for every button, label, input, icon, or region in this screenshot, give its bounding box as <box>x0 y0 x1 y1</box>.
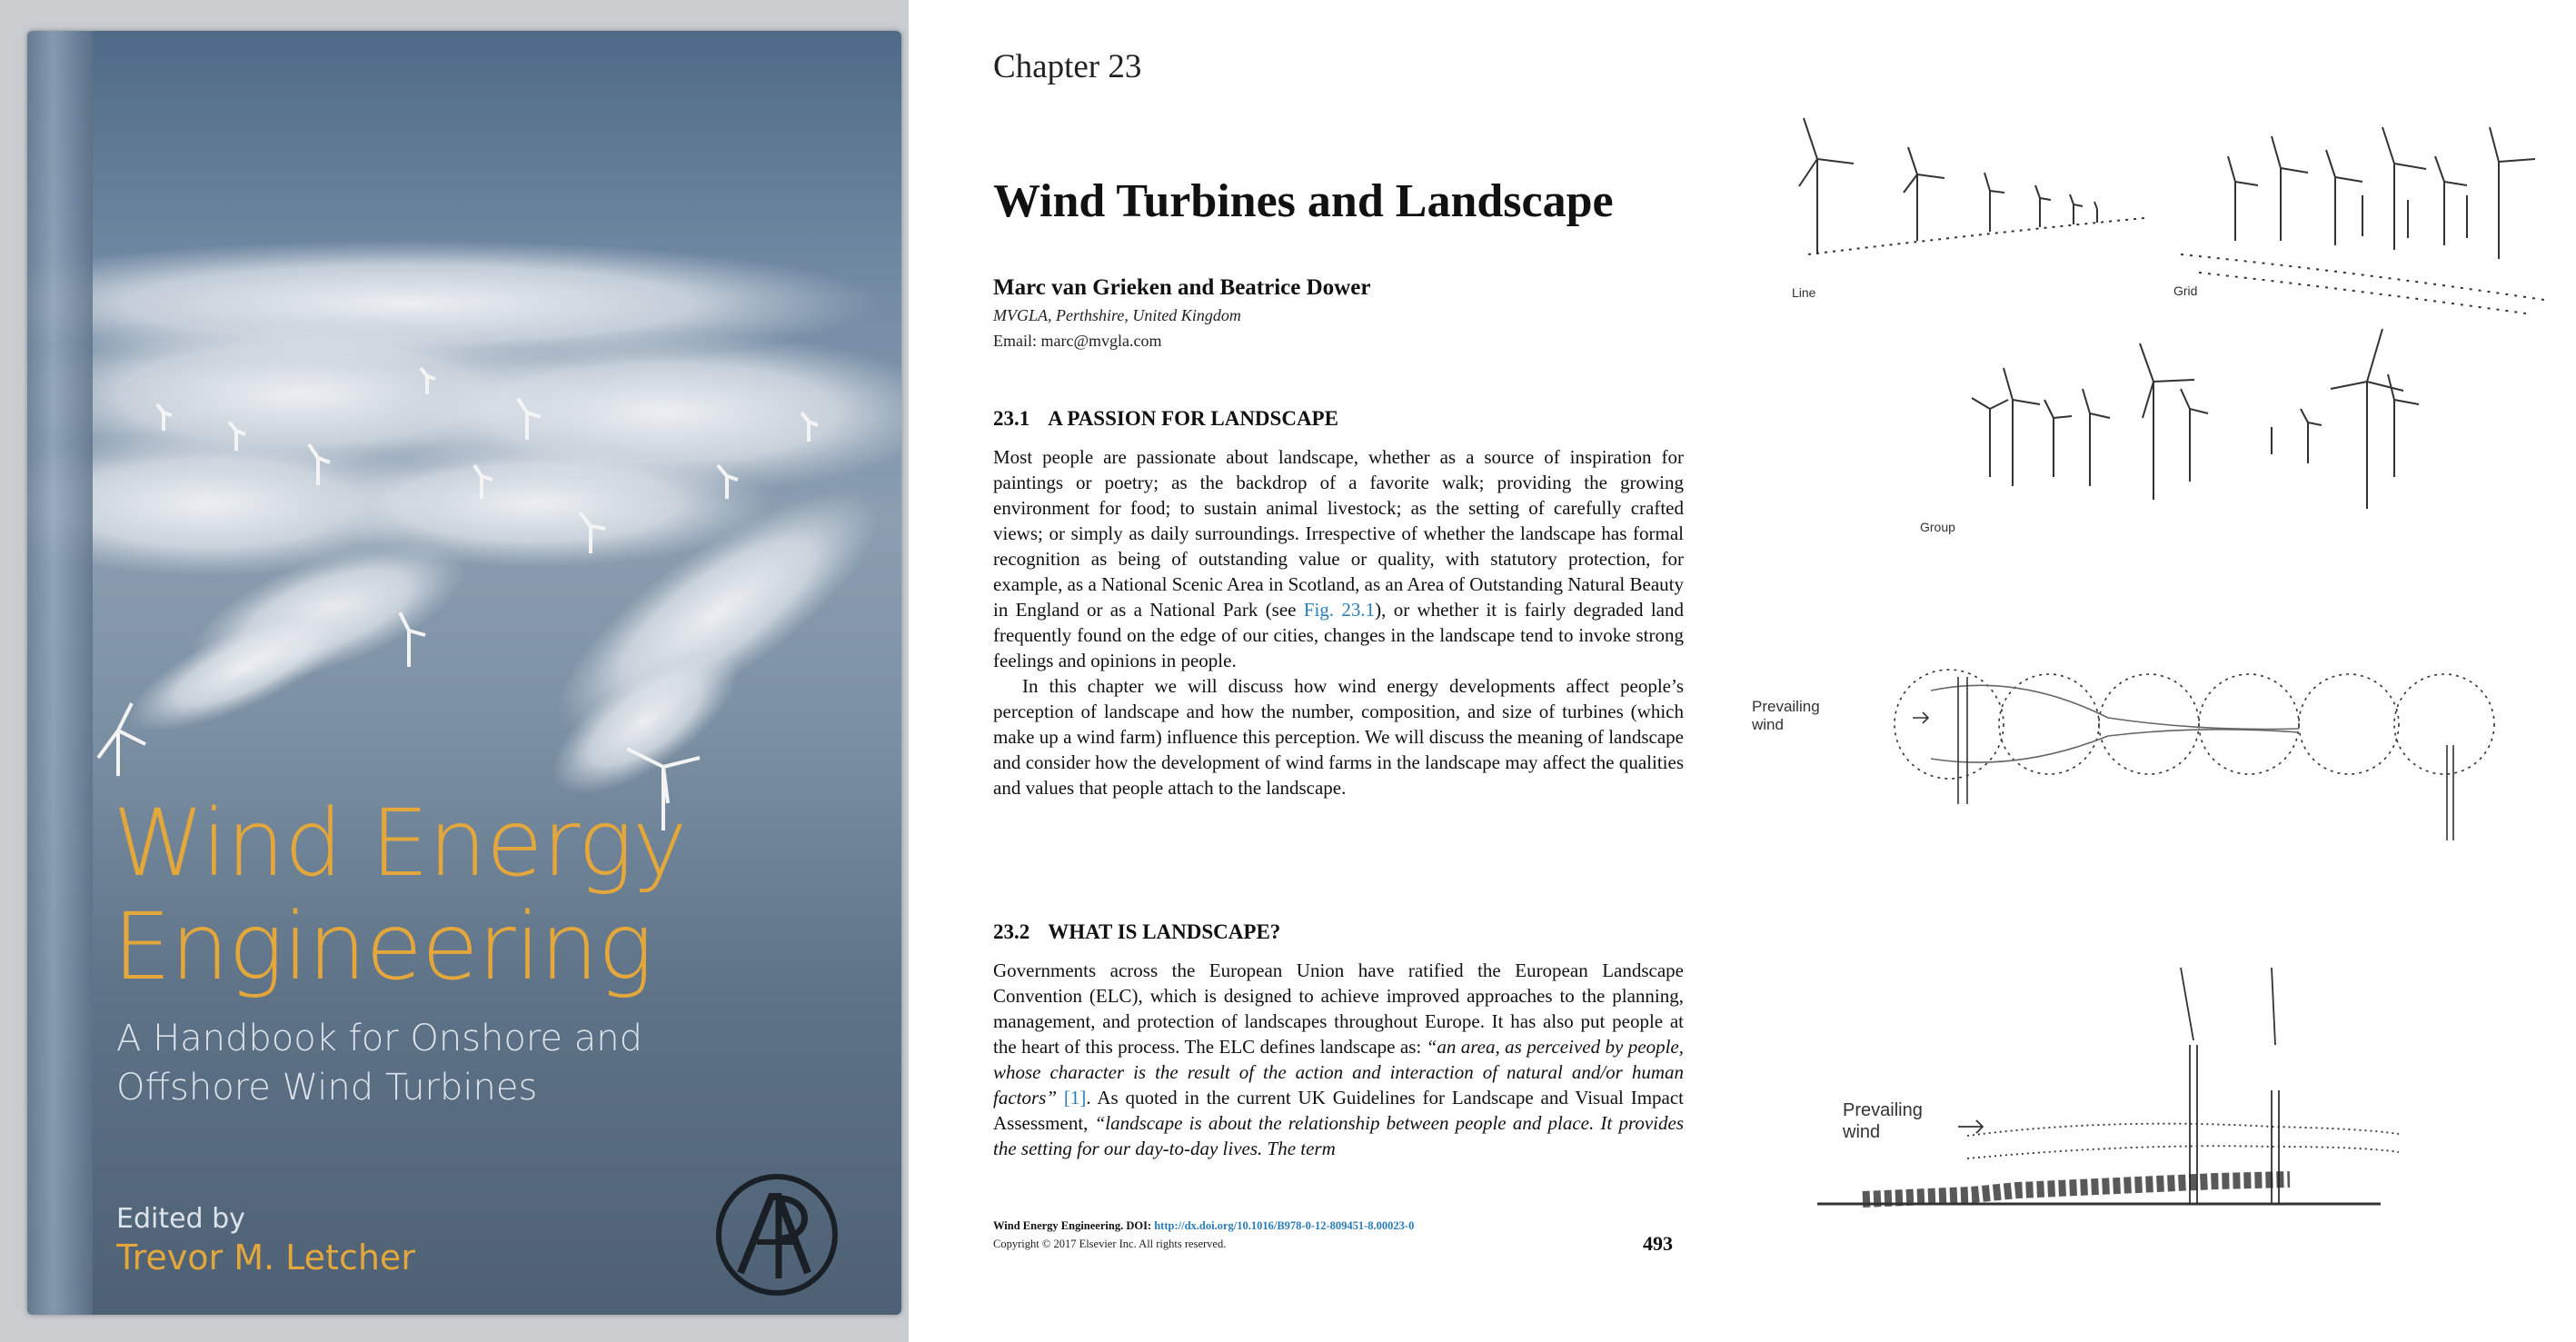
cover-title <box>113 792 686 999</box>
guidelines-quote: “landscape is about the relationship between people and place. It provides the setting for our day-to-day lives. The term <box>993 1112 1684 1159</box>
prevailing-wind-label-1-line-2: wind <box>1752 716 1784 733</box>
figure-label-group: Group <box>1920 520 1955 534</box>
section-23-1-body <box>993 444 1684 800</box>
chapter-title: Wind Turbines and Landscape <box>993 175 1614 227</box>
section-title: WHAT IS LANDSCAPE? <box>1048 920 1281 943</box>
authors: Marc van Grieken and Beatrice Dower <box>993 275 1371 300</box>
section-number: 23.1 <box>993 407 1030 430</box>
paragraph-text: ), or whether it is fairly degraded land frequently found on the edge of our cities, changes in the landscape tend to invoke strong feelings and opinions in people. <box>993 599 1685 671</box>
wake-effect-plan-sketch <box>1895 670 2494 840</box>
cover-subtitle-line-2: Offshore Wind Turbines <box>116 1067 538 1108</box>
footer-journal: Wind Energy Engineering. DOI: <box>993 1219 1155 1232</box>
prevailing-wind-label-2-line-2: wind <box>1843 1122 1881 1142</box>
paragraph-text: Governments across the European Union have ratified the European Landscape Convention (ELC), which is designed to achieve improved approaches to the planning, management, and protection of landscapes throughout Europe. It has also put people at the heart of this process. The ELC defines landscape as: <box>993 959 1684 1058</box>
line-arrangement-sketch <box>1799 118 2144 254</box>
paragraph-text: . As quoted in the current UK Guidelines for Landscape and Visual Impact Assessment, <box>993 1087 1685 1134</box>
cover-photo-offshore-wind-farm <box>27 31 901 1315</box>
book-spine <box>27 31 93 1315</box>
paragraph-text: Most people are passionate about landscape, whether as a source of inspiration for paintings or poetry; as the backdrop of a favorite walk; providing the growing environment for food; to sustain animal livestock; as the setting of carefully crafted views; or simply as daily surroundings. Irrespective of whether the landscape has formal recognition as being of outstanding value or quality, with statutory protection, for example, as a National Scenic Area in Scotland, as an Area of Outstanding Natural Beauty in England or as a National Park (see <box>993 446 1684 621</box>
section-23-2-body <box>993 958 1684 1161</box>
section-number: 23.2 <box>993 920 1030 943</box>
figure-label-grid: Grid <box>2173 283 2198 298</box>
cover-title-line-2: Engineering <box>113 893 652 1001</box>
elc-quote: “an area, as perceived by people, whose character is the result of the action and interaction of natural and/or human factors” <box>993 1036 1684 1108</box>
cover-subtitle-line-1: A Handbook for Onshore and <box>116 1018 642 1059</box>
author-email: Email: marc@mvgla.com <box>993 332 1162 350</box>
prevailing-wind-label-2-line-1: Prevailing <box>1843 1100 1923 1120</box>
footer-copyright: Copyright © 2017 Elsevier Inc. All rights reserved. <box>993 1238 1227 1250</box>
group-arrangement-sketch <box>1972 329 2419 509</box>
paragraph: In this chapter we will discuss how wind energy developments affect people’s perception of landscape and how the number, composition, and size of turbines (which make up a wind farm) influence this perception. We will discuss the meaning of landscape and consider how the development of wind farms in the landscape may affect the qualities and values that people attach to the landscape. <box>993 675 1684 799</box>
prevailing-wind-label-1 <box>1752 698 1820 734</box>
prevailing-wind-label-2 <box>1843 1099 1923 1143</box>
chapter-label: Chapter 23 <box>993 48 1142 85</box>
academic-press-logo-icon <box>713 1171 840 1298</box>
cover-subtitle <box>116 1014 642 1112</box>
cover-edited-by: Edited by <box>116 1203 245 1235</box>
grid-arrangement-sketch <box>2181 127 2544 313</box>
paragraph <box>993 958 1684 1161</box>
cover-title-line-1: Wind Energy <box>113 790 687 898</box>
page-number: 493 <box>1643 1232 1673 1255</box>
book-cover-panel <box>0 0 909 1342</box>
book-cover <box>27 31 901 1315</box>
section-heading-23-2 <box>993 920 1280 944</box>
paragraph <box>993 444 1684 673</box>
section-heading-23-1 <box>993 407 1338 431</box>
affiliation: MVGLA, Perthshire, United Kingdom <box>993 306 1241 324</box>
section-title: A PASSION FOR LANDSCAPE <box>1048 407 1338 430</box>
doi-link[interactable]: http://dx.doi.org/10.1016/B978-0-12-809451-8.00023-0 <box>1154 1219 1415 1232</box>
cover-editor-name: Trevor M. Letcher <box>116 1238 415 1277</box>
wake-effect-elevation-sketch <box>1817 968 2399 1204</box>
prevailing-wind-label-1-line-1: Prevailing <box>1752 698 1820 715</box>
reference-link[interactable]: [1] <box>1063 1087 1087 1108</box>
footer-doi <box>993 1219 1414 1233</box>
figure-label-line: Line <box>1792 285 1816 300</box>
figure-link[interactable]: Fig. 23.1 <box>1303 599 1376 621</box>
